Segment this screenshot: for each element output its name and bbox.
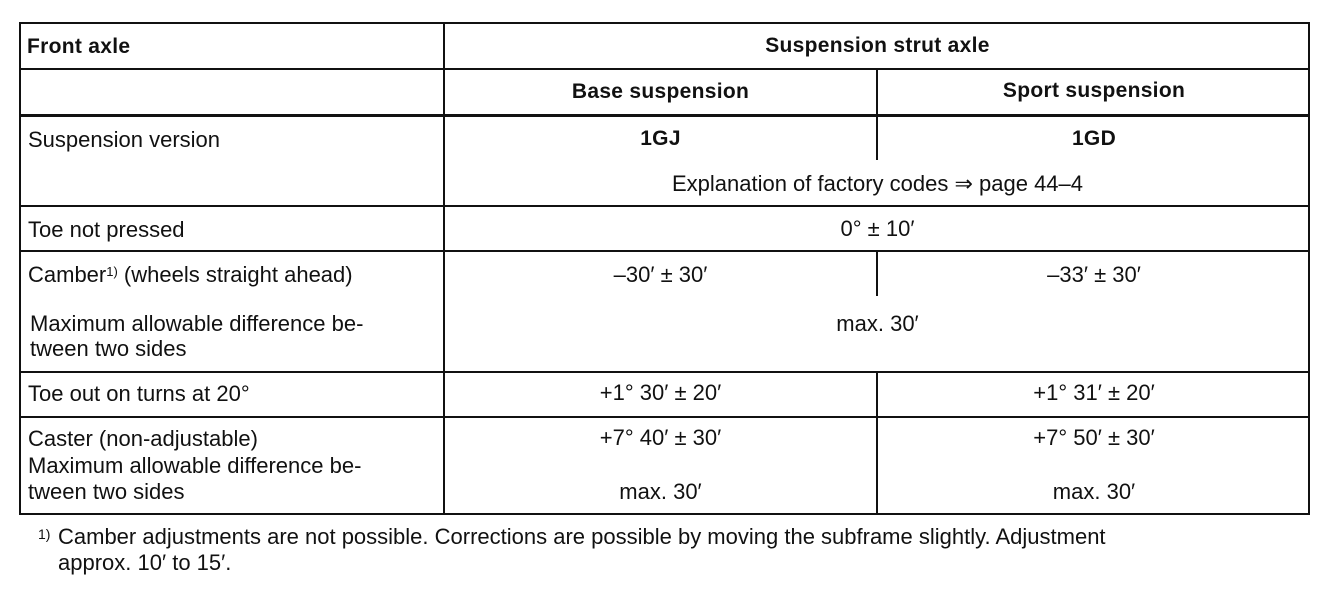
label-toe-out-on-turns: Toe out on turns at 20° <box>28 381 250 406</box>
value-toe-out-base: +1° 30′ ± 20′ <box>599 380 722 405</box>
row-divider-3 <box>19 205 1310 207</box>
value-caster-diff-sport: max. 30′ <box>1052 479 1136 504</box>
value-camber-diff: max. 30′ <box>836 311 919 336</box>
label-caster-diff-line1: Maximum allowable difference be- <box>28 453 362 478</box>
value-camber-sport: –33′ ± 30′ <box>1047 262 1141 287</box>
label-camber-main: Camber <box>28 262 107 287</box>
row-divider-1 <box>19 68 1310 70</box>
factory-codes-reference: Explanation of factory codes ⇒ page 44–4 <box>671 171 1084 196</box>
row-divider-5 <box>19 371 1310 373</box>
label-toe-not-pressed: Toe not pressed <box>28 217 185 242</box>
footnote-line1: Camber adjustments are not possible. Corrections are possible by moving the subframe slightly. Adjustment <box>58 524 1106 549</box>
value-caster-base: +7° 40′ ± 30′ <box>599 425 722 450</box>
label-caster-diff-line2: tween two sides <box>28 479 185 504</box>
value-version-sport: 1GD <box>1071 127 1117 150</box>
value-camber-base: –30′ ± 30′ <box>613 262 708 287</box>
camber-footnote-marker: 1) <box>106 264 118 279</box>
value-version-base: 1GJ <box>640 127 681 150</box>
header-front-axle: Front axle <box>27 35 131 58</box>
label-camber-diff-line1: Maximum allowable difference be- <box>30 311 364 336</box>
row-divider-4 <box>19 250 1310 252</box>
value-caster-diff-base: max. 30′ <box>619 479 702 504</box>
header-base-suspension: Base suspension <box>571 80 750 103</box>
label-camber-diff-line2: tween two sides <box>30 336 187 361</box>
value-caster-sport: +7° 50′ ± 30′ <box>1033 425 1155 450</box>
footnote-marker: 1) <box>38 526 51 542</box>
header-sport-suspension: Sport suspension <box>1002 79 1186 102</box>
label-suspension-version: Suspension version <box>28 127 221 152</box>
header-suspension-strut-axle: Suspension strut axle <box>765 34 990 57</box>
value-toe-out-sport: +1° 31′ ± 20′ <box>1033 380 1155 405</box>
row-divider-2 <box>19 114 1310 117</box>
value-toe-not-pressed: 0° ± 10′ <box>840 216 915 241</box>
footnote-line2: approx. 10′ to 15′. <box>58 550 232 575</box>
row-divider-6 <box>19 416 1310 418</box>
label-caster: Caster (non-adjustable) <box>28 426 258 451</box>
label-camber <box>28 262 353 288</box>
label-camber-rest: (wheels straight ahead) <box>117 262 353 287</box>
